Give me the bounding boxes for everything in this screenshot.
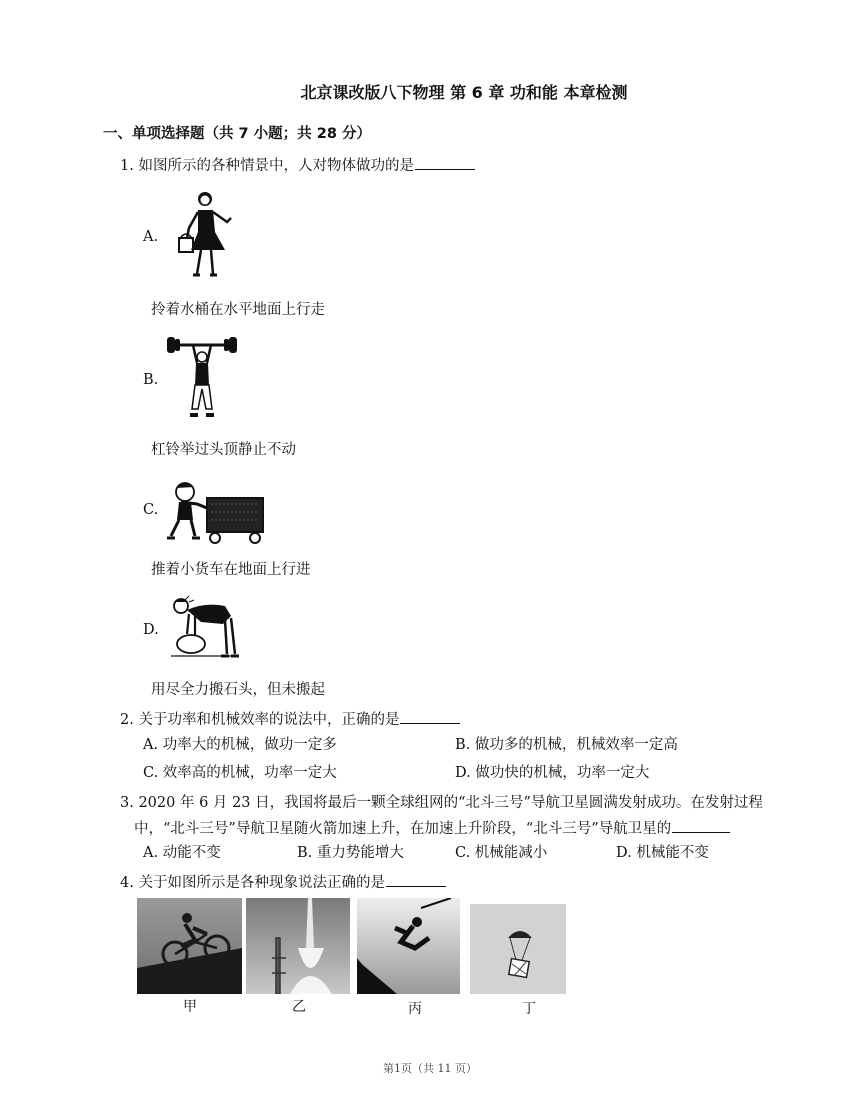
photo-skier-jumping [357, 898, 460, 994]
question-2-stem [120, 708, 460, 729]
question-1-text: 1. 如图所示的各种情景中，人对物体做功的是 [120, 158, 414, 174]
photo-label-yi: 乙 [292, 999, 306, 1015]
q1-option-a-label: A. [143, 229, 159, 245]
page-title: 北京课改版八下物理 第 6 章 功和能 本章检测 [300, 83, 628, 102]
q2-option-b: B. 做功多的机械，机械效率一定高 [455, 737, 678, 753]
q1-option-c-label: C. [143, 502, 159, 518]
q3-option-d: D. 机械能不变 [616, 845, 709, 861]
q2-option-d: D. 做功快的机械，功率一定大 [455, 765, 650, 781]
q1-option-a-caption: 拎着水桶在水平地面上行走 [151, 302, 325, 318]
q3-option-a: A. 动能不变 [143, 845, 221, 861]
photo-cyclist [137, 898, 242, 994]
person-lifting-stone-illustration [165, 592, 240, 662]
question-3-text: 中，“北斗三号”导航卫星随火箭加速上升，在加速上升阶段，“北斗三号”导航卫星的 [134, 821, 672, 837]
q2-option-c: C. 效率高的机械，功率一定大 [143, 765, 337, 781]
question-3-line-2 [134, 817, 730, 838]
photo-parachute-drop [470, 904, 566, 994]
photo-rocket-launch [246, 898, 350, 994]
woman-carrying-bucket-illustration [165, 188, 240, 280]
q2-option-a: A. 功率大的机械，做功一定多 [143, 737, 337, 753]
q3-option-b: B. 重力势能增大 [297, 845, 404, 861]
q1-option-d-caption: 用尽全力搬石头，但未搬起 [151, 682, 325, 698]
q1-option-d-label: D. [143, 622, 159, 638]
boy-pushing-cart-illustration [163, 478, 268, 546]
question-4-stem [120, 871, 446, 892]
photo-label-ding: 丁 [522, 1001, 536, 1017]
answer-blank [386, 872, 446, 887]
question-4-text: 4. 关于如图所示是各种现象说法正确的是 [120, 875, 385, 891]
photo-label-bing: 丙 [408, 1001, 422, 1017]
section-heading: 一、单项选择题（共 7 小题；共 28 分） [103, 126, 371, 142]
page-footer: 第1页（共 11 页） [383, 1062, 477, 1075]
q1-option-c-caption: 推着小货车在地面上行进 [151, 562, 311, 578]
question-2-text: 2. 关于功率和机械效率的说法中，正确的是 [120, 712, 400, 728]
q1-option-b-label: B. [143, 372, 159, 388]
q3-option-c: C. 机械能减小 [455, 845, 548, 861]
answer-blank [400, 709, 460, 724]
answer-blank [415, 155, 475, 170]
weightlifter-illustration [165, 333, 240, 425]
answer-blank [672, 818, 730, 833]
question-1-stem [120, 154, 475, 175]
photo-label-jia: 甲 [183, 999, 197, 1015]
question-3-line-1: 3. 2020 年 6 月 23 日，我国将最后一颗全球组网的“北斗三号”导航卫星圆满发射成功。在发射过程 [120, 795, 763, 811]
q1-option-b-caption: 杠铃举过头顶静止不动 [151, 442, 296, 458]
